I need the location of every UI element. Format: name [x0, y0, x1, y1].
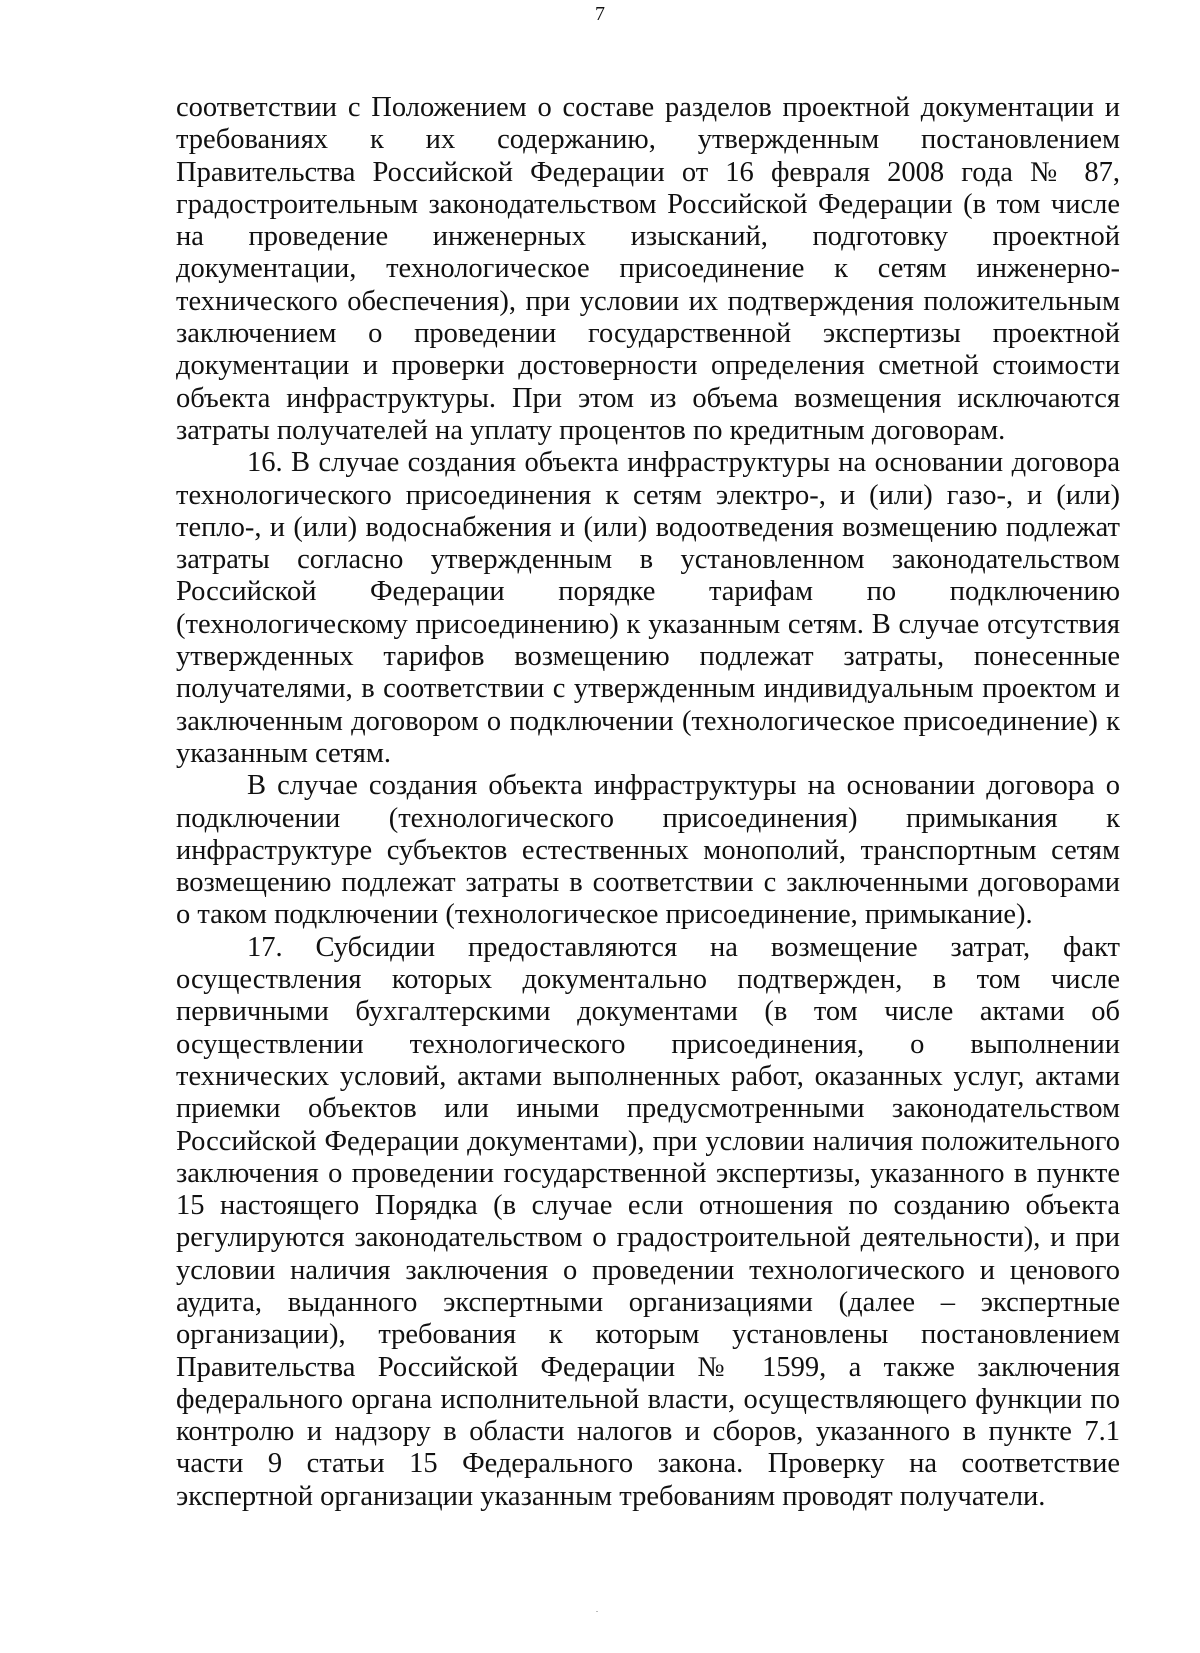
paragraph-item-16: 16. В случае создания объекта инфраструктуры на основании договора технологического присоединения к сетям электро-, и (или) газо-, и (или) тепло-, и (или) водоснабжения и (или) водоотведения возмещению подлежат затраты согласно утвержденным в установленном законодательством Российской Федерации порядке тарифам по подключению (технологическому присоединению) к указанным сетям. В случае отсутствия утвержденных тарифов возмещению подлежат затраты, понесенные получателями, в соответствии с утвержденным индивидуальным проектом и заключенным договором о подключении (технологическое присоединение) к указанным сетям.: [176, 447, 1120, 769]
paragraph-item-17: 17. Субсидии предоставляются на возмещение затрат, факт осуществления которых документально подтвержден, в том числе первичными бухгалтерскими документами (в том числе актами об осуществлении технологического присоединения, о выполнении технических условий, актами выполненных работ, оказанных услуг, актами приемки объектов или иными предусмотренными законодательством Российской Федерации документами), при условии наличия положительного заключения о проведении государственной экспертизы, указанного в пункте 15 настоящего Порядка (в случае если отношения по созданию объекта регулируются законодательством о градостроительной деятельности), и при условии наличия заключения о проведении технологического и ценового аудита, выданного экспертными организациями (далее – экспертные организации), требования к которым установлены постановлением Правительства Российской Федерации № 1599, а также заключения федерального органа исполнительной власти, осуществляющего функции по контролю и надзору в области налогов и сборов, указанного в пункте 7.1 части 9 статьи 15 Федерального закона. Проверку на соответствие экспертной организации указанным требованиям проводят получатели.: [176, 931, 1120, 1512]
scan-artifact: [596, 1611, 598, 1612]
page-number: 7: [595, 3, 605, 25]
document-body: [176, 92, 1120, 1513]
paragraph-infrastructure-connection: В случае создания объекта инфраструктуры на основании договора о подключении (технологического присоединения) примыкания к инфраструктуре субъектов естественных монополий, транспортным сетям возмещению подлежат затраты в соответствии с заключенными договорами о таком подключении (технологическое присоединение, примыкание).: [176, 770, 1120, 931]
paragraph-continuation: соответствии с Положением о составе разделов проектной документации и требованиях к их содержанию, утвержденным постановлением Правительства Российской Федерации от 16 февраля 2008 года № 87, градостроительным законодательством Российской Федерации (в том числе на проведение инженерных изысканий, подготовку проектной документации, технологическое присоединение к сетям инженерно-технического обеспечения), при условии их подтверждения положительным заключением о проведении государственной экспертизы проектной документации и проверки достоверности определения сметной стоимости объекта инфраструктуры. При этом из объема возмещения исключаются затраты получателей на уплату процентов по кредитным договорам.: [176, 92, 1120, 446]
